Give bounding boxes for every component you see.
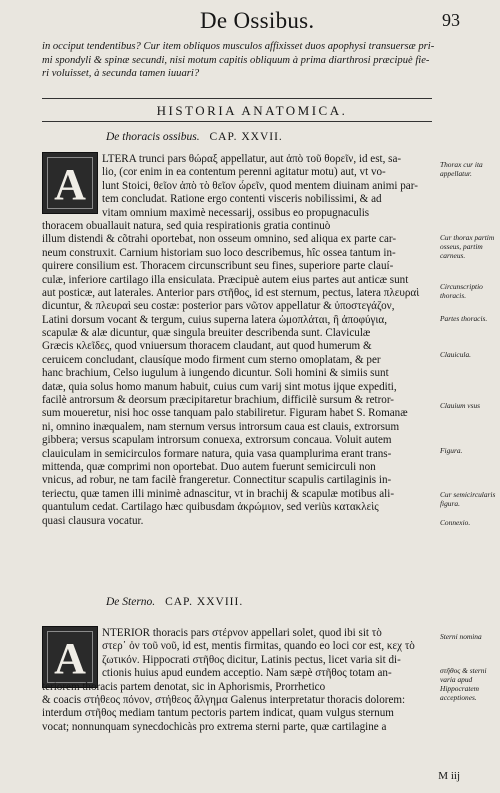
intro-line: in occiput tendentibus? Cur item obliquos musculos affixisset duos apophysi transuersæ pri- [42,41,435,52]
marginal-note: Clauicula. [440,350,471,359]
text-line: NTERIOR thoracis pars στέρνον appellari solet, quod ibi sit τὸ [102,627,382,639]
marginal-note: Circunscriptio thoracis. [440,282,483,300]
marginal-note: Clauium vsus [440,401,481,410]
text-line: facilè antrorsum & deorsum præcipitaretur brachium, difficilè sursum & retror- [42,394,394,407]
text-line: vnicus, ad robur, ne tam facilè frangeretur. Connectitur scapulis cartilaginis in- [42,474,392,487]
text-line: culæ, inferiore cartilago illa ensiculata. Præcipuè autem eius partes aut anticæ sunt [42,273,409,286]
text-line: vocat; nonnunquam synecdochicàs pro extrema sterni parte, quæ cartilagine a [42,720,387,733]
intro-line: mi spondyli & spinæ secundi, nisi motum capitis obliquum à prima diarthrosi præcipuè fie- [42,54,430,66]
text-line: quasi clausura vocatur. [42,514,144,527]
chapter-subject: De thoracis ossibus. [106,131,200,143]
signature-mark: M iij [438,770,460,782]
marginal-note: στῆθος & sterni varia apud Hippocratem acceptiones. [440,666,487,702]
text-line: quirere consilium est. Thoracem circunscribunt seu fines, superiore parte clauí- [42,260,394,273]
text-line: aut posticæ, aut laterales. Anterior pars στῆθος, id est sternum, pectus, latera πλευραὶ [42,286,420,299]
text-line: ζωτικόν. Hippocrati στῆθος dicitur, Latinis pectus, licet varia sit di- [102,653,401,666]
text-line: neum construxit. Carnium historiam suo loco describemus, hîc ossea tantum in- [42,246,396,259]
text-line: scapulæ & alæ dicuntur, quæ singula breuiter describenda sunt. Claviculæ [42,327,371,340]
marginal-note: Cur thorax partim osseus, partim carneus. [440,233,495,260]
marginal-note: Connexio. [440,518,471,527]
running-header [0,8,500,38]
text-line: & coacis στήθεος πόνον, στήθεος ἄλγημα Galenus interpretatur thoracis dolorem: [42,693,406,706]
marginal-note: Partes thoracis. [440,314,488,323]
marginal-note: Figura. [440,446,463,455]
chapter-heading [106,596,243,608]
text-line: gibbera; versus scapulam introrsum conuexa, extrorsum concaua. Voluit autem [42,434,392,447]
running-title: De Ossibus. [200,8,315,33]
text-line: LTERA trunci pars θώραξ appellatur, aut ἀπὸ τοῦ θορεῖν, id est, sa- [102,153,402,165]
text-line: clauiculam in semicirculos formare natura, quia vasa quamplurima erant trans- [42,447,392,460]
text-line: illum distendi & cõtrahi oportebat, non osseum omnino, sed aliqua ex parte car- [42,233,397,246]
chapter-heading [106,131,283,143]
text-line: teriorem thoracis partem denotat, sic in Aphorismis, Prorrhetico [42,680,326,693]
chapter-number: CAP. XXVIII. [165,596,244,608]
section-title: HISTORIA ANATOMICA. [156,103,348,118]
divider-rule [42,121,432,122]
text-line: lio, (cor enim in ea contentum perenni agitatur motu) aut, vt vo- [102,166,386,179]
initial-letter: A [54,160,86,209]
intro-paragraph [42,40,470,81]
text-line: hanc brachium, Celso iugulum à iungendo dicuntur. Soli homini & simiis sunt [42,367,389,380]
intro-line: ri voluisset, à secunda tamen iuuari? [42,68,200,79]
text-line: ni, omnino inæqualem, nam sternum versus introrsum caua est clauis, extrorsum [42,420,400,433]
text-line: ceruicem concludant, clausíque modo firment cum sterno omoplatam, & per [42,353,381,366]
text-line: dicuntur, & πλευραὶ seu costæ: posterior pars νῶτον appellatur & ὑποστεγάζον, [42,300,395,313]
text-line: teriectu, quæ tamen illi minimè adnascitur, vt in brachij & scapulæ motibus ali- [42,487,395,500]
text-line: vitam omnium maximè necessarij, ossibus eo propugnaculis [102,206,370,219]
marginal-note: Cur semicircularis figura. [440,490,496,508]
chapter-subject: De Sterno. [106,596,156,608]
text-line: Græcis κλεῖδες, quod vniuersum thoracem claudant, aut quod humerum & [42,340,372,353]
text-line: tem concludat. Ratione ergo contenti visceris nobilissimi, & ad [102,193,382,206]
page-number: 93 [442,10,460,30]
divider-rule [42,98,432,99]
marginal-note: Thorax cur ita appellatur. [440,160,483,178]
chapter-body [42,153,430,528]
text-line: lunt Stoici, θεῖον ἀπὸ τὸ θεῖον ὦρεῖν, quod mentem diuinam animi par- [102,179,418,192]
marginal-note: Sterni nomina [440,632,482,641]
text-line: mittenda, quæ comprimi non oportebat. Duo autem fuerunt semicirculi non [42,460,376,473]
text-line: Latini dorsum vocant & tergum, cuius superna latera ὠμοπλάται, ἢ ἀποφύγια, [42,313,388,326]
text-line: sum moueretur, nisi hoc osse tanquam palo stabiliretur. Figuram habet S. Romanæ [42,407,408,420]
text-line: interdum στῆθος mediam tantum pectoris partem indicat, quam vulgus sternum [42,707,394,720]
text-line: στερ᾽ ὀν τοῦ νοῦ, id est, mentis firmitas, quando eo loci cor est, κεχ τὸ [102,640,415,653]
text-line: quantulum cedat. Cartilago hæc quibusdam ἀκρώμιον, sed veriùs κατακλεὶς [42,501,379,514]
text-line: thoracem obuallauit natura, sed quia respirationis gratia continuò [42,219,331,232]
initial-letter: A [54,634,86,683]
text-line: datæ, quia solus homo manum habuit, cuius cum varij sint motus ijque expediti, [42,380,397,393]
chapter-number: CAP. XXVII. [209,131,283,143]
chapter-body [42,627,430,734]
text-line: ctionis huius apud eundem acceptio. Nam sæpè στῆθος totam an- [102,667,392,680]
